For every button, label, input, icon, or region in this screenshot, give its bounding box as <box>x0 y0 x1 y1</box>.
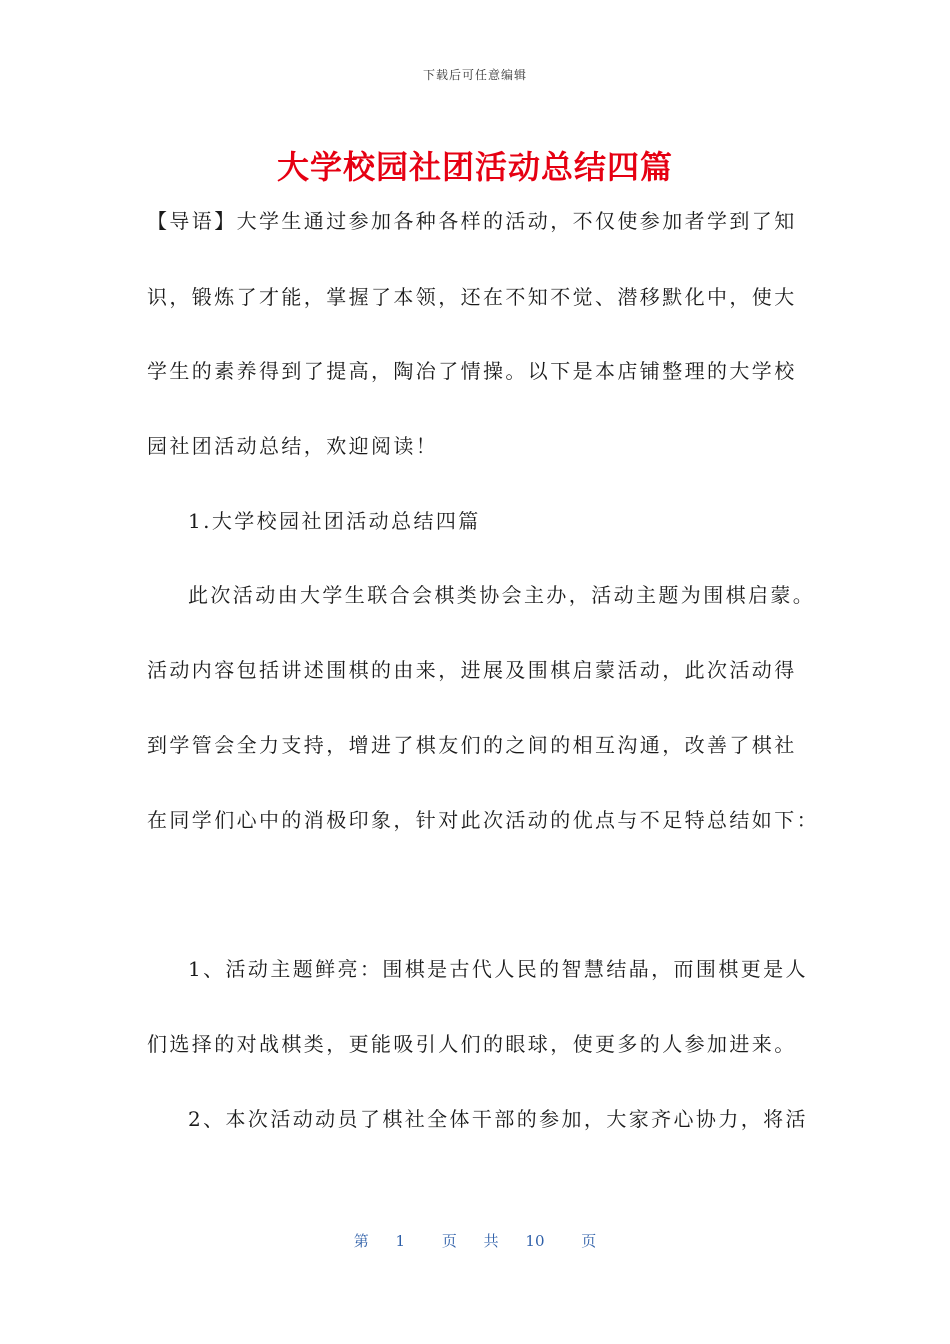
text-line: 到学管会全力支持，增进了棋友们的之间的相互沟通，改善了棋社 <box>147 733 797 757</box>
total-suffix: 页 <box>581 1232 597 1250</box>
section-heading: 1.大学校园社团活动总结四篇 <box>188 509 481 533</box>
text-line: 在同学们心中的消极印象，针对此次活动的优点与不足特总结如下： <box>147 808 819 832</box>
text-line: 1、活动主题鲜亮：围棋是古代人民的智慧结晶，而围棋更是人 <box>188 957 808 981</box>
text-line: 2、本次活动动员了棋社全体干部的参加，大家齐心协力，将活 <box>188 1107 808 1131</box>
document-title: 大学校园社团活动总结四篇 <box>276 148 673 186</box>
page-suffix: 页 <box>441 1232 457 1250</box>
text-line: 此次活动由大学生联合会棋类协会主办，活动主题为围棋启蒙。 <box>188 583 816 607</box>
text-line: 们选择的对战棋类，更能吸引人们的眼球，使更多的人参加进来。 <box>147 1032 797 1056</box>
text-line: 识，锻炼了才能，掌握了本领，还在不知不觉、潜移默化中，使大 <box>147 285 797 309</box>
total-label: 共 <box>483 1232 499 1250</box>
text-line: 园社团活动总结，欢迎阅读！ <box>147 434 439 458</box>
page-label: 第 <box>353 1232 369 1250</box>
total-pages-number: 10 <box>525 1232 545 1250</box>
header-note: 下载后可任意编辑 <box>422 68 527 82</box>
text-line: 【导语】大学生通过参加各种各样的活动，不仅使参加者学到了知 <box>147 209 797 233</box>
text-line: 活动内容包括讲述围棋的由来，进展及围棋启蒙活动，此次活动得 <box>147 658 797 682</box>
text-line: 学生的素养得到了提高，陶冶了情操。以下是本店铺整理的大学校 <box>147 359 797 383</box>
page-footer <box>0 1230 950 1251</box>
current-page-number: 1 <box>395 1232 406 1250</box>
